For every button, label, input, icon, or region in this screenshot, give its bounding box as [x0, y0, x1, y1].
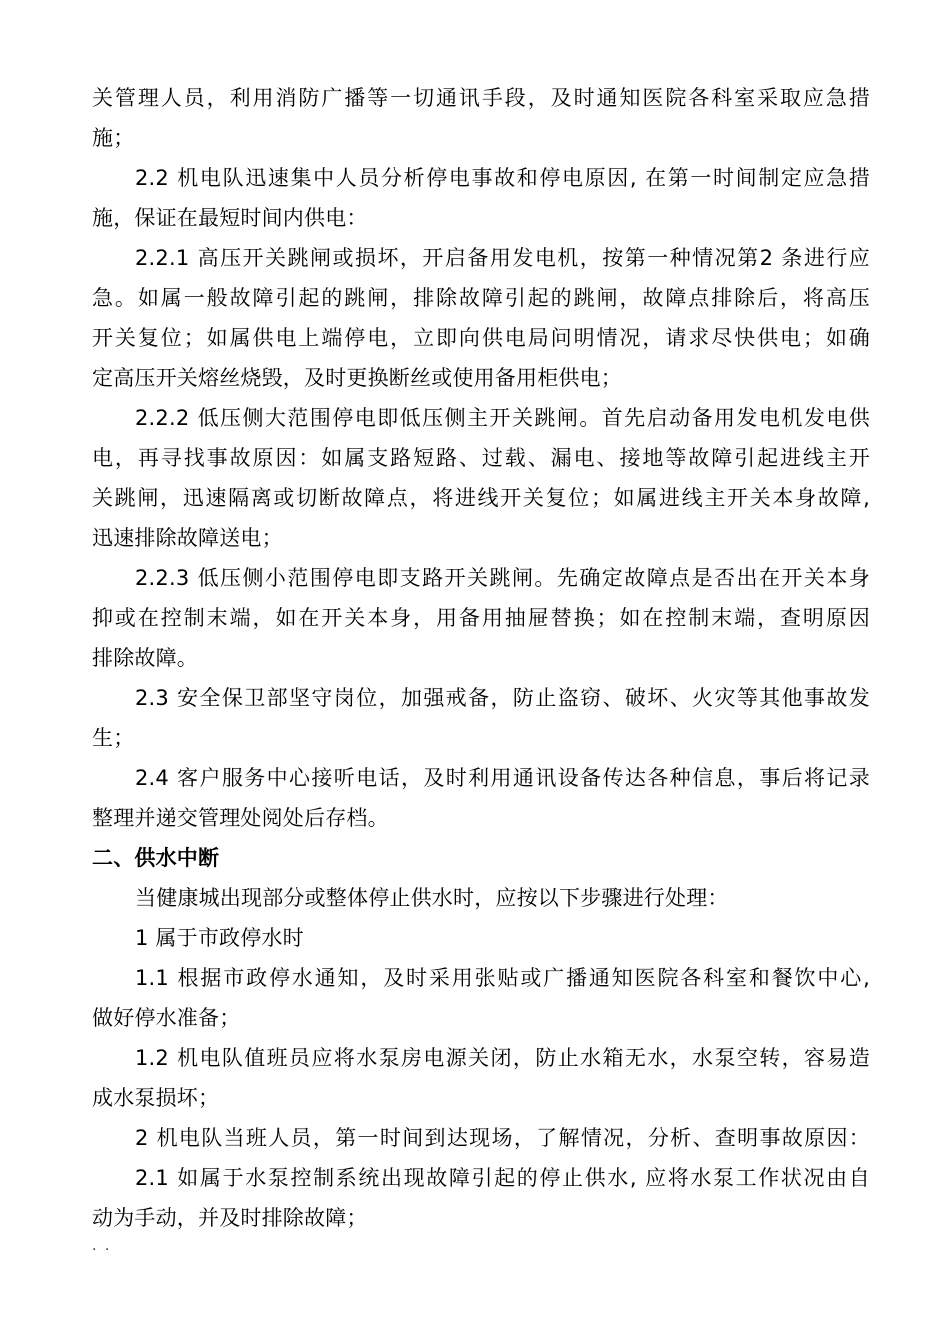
paragraph-line: 2.2 机电队迅速集中人员分析停电事故和停电原因, 在第一时间制定应急措 — [135, 166, 870, 190]
paragraph-line: 2.2.1 高压开关跳闸或损坏，开启备用发电机，按第一种情况第2 条进行应 — [135, 246, 870, 270]
paragraph-line: 定高压开关熔丝烧毁，及时更换断丝或使用备用柜供电； — [92, 366, 622, 390]
paragraph-line: 排除故障。 — [92, 646, 198, 670]
paragraph-line: 2.1 如属于水泵控制系统出现故障引起的停止供水, 应将水泵工作状况由自 — [135, 1166, 870, 1190]
paragraph-line: 施，保证在最短时间内供电： — [92, 206, 368, 230]
paragraph-line: 迅速排除故障送电； — [92, 526, 283, 550]
paragraph-line: 整理并递交管理处阅处后存档。 — [92, 806, 389, 830]
paragraph-line: 2 机电队当班人员，第一时间到达现场，了解情况，分析、查明事故原因： — [135, 1126, 870, 1150]
document-body — [92, 78, 870, 1238]
paragraph-line: 1 属于市政停水时 — [135, 926, 304, 950]
paragraph-line: 抑或在控制末端，如在开关本身，用备用抽屉替换；如在控制末端，查明原因 — [92, 606, 870, 630]
section-heading: 二、供水中断 — [92, 846, 220, 870]
paragraph-line: 施； — [92, 126, 135, 150]
page-footer-mark: . . — [92, 1238, 112, 1254]
paragraph-line: 急。如属一般故障引起的跳闸，排除故障引起的跳闸，故障点排除后，将高压 — [92, 286, 870, 310]
paragraph-line: 1.2 机电队值班员应将水泵房电源关闭，防止水箱无水，水泵空转，容易造 — [135, 1046, 870, 1070]
paragraph-line: 当健康城出现部分或整体停止供水时，应按以下步骤进行处理： — [135, 886, 729, 910]
paragraph-line: 生； — [92, 726, 135, 750]
paragraph-line: 2.3 安全保卫部坚守岗位，加强戒备，防止盗窃、破坏、火灾等其他事故发 — [135, 686, 870, 710]
paragraph-line: 开关复位；如属供电上端停电，立即向供电局问明情况，请求尽快供电；如确 — [92, 326, 870, 350]
paragraph-line: 关跳闸，迅速隔离或切断故障点，将进线开关复位；如属进线主开关本身故障, — [92, 486, 870, 510]
paragraph-line: 2.2.3 低压侧小范围停电即支路开关跳闸。先确定故障点是否出在开关本身 — [135, 566, 870, 590]
paragraph-line: 2.4 客户服务中心接听电话，及时利用通讯设备传达各种信息，事后将记录 — [135, 766, 870, 790]
paragraph-line: 1.1 根据市政停水通知，及时采用张贴或广播通知医院各科室和餐饮中心, — [135, 966, 870, 990]
paragraph-line: 2.2.2 低压侧大范围停电即低压侧主开关跳闸。首先启动备用发电机发电供 — [135, 406, 870, 430]
paragraph-line: 电，再寻找事故原因：如属支路短路、过载、漏电、接地等故障引起进线主开 — [92, 446, 870, 470]
paragraph-line: 成水泵损坏； — [92, 1086, 220, 1110]
paragraph-line: 做好停水准备； — [92, 1006, 241, 1030]
paragraph-line: 关管理人员，利用消防广播等一切通讯手段，及时通知医院各科室采取应急措 — [92, 86, 870, 110]
paragraph-line: 动为手动，并及时排除故障； — [92, 1206, 368, 1230]
